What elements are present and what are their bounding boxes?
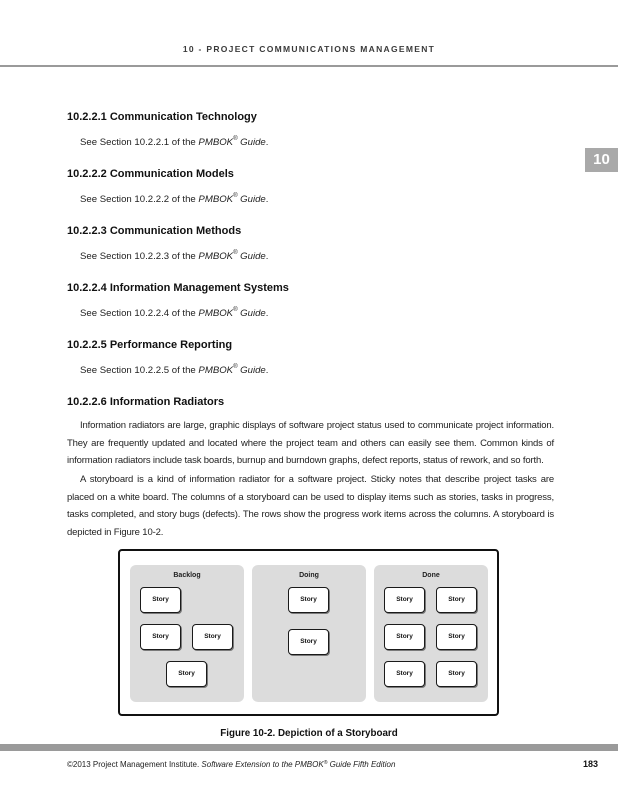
guide-name: PMBOK — [198, 308, 234, 319]
guide-title — [198, 308, 265, 319]
book-title-edition: Guide Fifth Edition — [327, 760, 396, 769]
body-paragraph — [67, 417, 554, 470]
guide-word: Guide — [237, 365, 266, 376]
registered-mark: ® — [233, 307, 238, 313]
section-heading: 10.2.2.5 Performance Reporting — [67, 339, 233, 351]
story-card: Story — [436, 624, 477, 650]
section-heading: 10.2.2.6 Information Radiators — [67, 396, 225, 408]
story-card: Story — [166, 661, 207, 687]
page-number: 183 — [582, 759, 598, 769]
footer-copyright — [67, 760, 395, 769]
guide-word: Guide — [237, 137, 266, 148]
chapter-tab: 10 — [585, 148, 618, 172]
story-card: Story — [384, 661, 425, 687]
section-reference — [80, 308, 268, 319]
section-heading: 10.2.2.3 Communication Methods — [67, 225, 242, 237]
guide-word: Guide — [237, 308, 266, 319]
registered-mark: ® — [233, 364, 238, 370]
guide-word: Guide — [237, 251, 266, 262]
figure-caption: Figure 10-2. Depiction of a Storyboard — [220, 728, 398, 739]
registered-mark: ® — [233, 193, 238, 199]
column-title: Doing — [299, 572, 319, 579]
section-reference — [80, 365, 268, 376]
done-column — [374, 565, 488, 702]
doing-column — [252, 565, 366, 702]
paragraph-text: Information radiators are large, graphic displays of software project status used to communicate project information. They are frequently updated and located where the project team and others can easily see them. Common kinds of information radiators include task boards, burnup and burndown graphs, defect reports, status of rework, and so forth. — [67, 420, 554, 467]
story-card: Story — [384, 624, 425, 650]
story-card: Story — [192, 624, 233, 650]
column-title: Done — [422, 572, 440, 579]
reference-text: See Section 10.2.2.5 of the — [80, 365, 199, 376]
guide-name: PMBOK — [198, 251, 234, 262]
section-heading: 10.2.2.1 Communication Technology — [67, 111, 257, 123]
reference-text: See Section 10.2.2.2 of the — [80, 194, 199, 205]
story-card: Story — [288, 629, 329, 655]
guide-word: Guide — [237, 194, 266, 205]
guide-name: PMBOK — [198, 137, 234, 148]
reference-end: . — [265, 194, 269, 205]
guide-title — [198, 251, 265, 262]
story-card: Story — [288, 587, 329, 613]
reference-end: . — [265, 251, 269, 262]
guide-name: PMBOK — [198, 194, 234, 205]
paragraph-text: A storyboard is a kind of information radiator for a software project. Sticky notes that describe project tasks are placed on a white board. The columns of a storyboard can be used to display items such as stories, tasks in progress, tasks completed, and story bugs (defects). The rows show the progress work items across the columns. A storyboard is depicted in Figure 10-2. — [67, 474, 554, 539]
storyboard-figure — [118, 549, 499, 716]
book-title — [201, 760, 395, 769]
section-reference — [80, 194, 268, 205]
reference-text: See Section 10.2.2.4 of the — [80, 308, 199, 319]
copyright-text: ©2013 Project Management Institute. — [67, 760, 202, 769]
reference-end: . — [265, 365, 269, 376]
column-title: Backlog — [173, 572, 201, 579]
reference-text: See Section 10.2.2.1 of the — [80, 137, 199, 148]
story-card: Story — [140, 624, 181, 650]
section-heading: 10.2.2.2 Communication Models — [67, 168, 234, 180]
story-card: Story — [436, 661, 477, 687]
body-paragraph — [67, 471, 554, 542]
running-header: 10 - PROJECT COMMUNICATIONS MANAGEMENT — [182, 44, 436, 54]
story-card: Story — [384, 587, 425, 613]
guide-name: PMBOK — [198, 365, 234, 376]
reference-text: See Section 10.2.2.3 of the — [80, 251, 199, 262]
registered-mark: ® — [323, 760, 328, 766]
section-reference — [80, 251, 268, 262]
guide-title — [198, 365, 265, 376]
guide-title — [198, 194, 265, 205]
registered-mark: ® — [233, 250, 238, 256]
reference-end: . — [265, 137, 269, 148]
section-heading: 10.2.2.4 Information Management Systems — [67, 282, 289, 294]
story-card: Story — [436, 587, 477, 613]
story-card: Story — [140, 587, 181, 613]
guide-title — [198, 137, 265, 148]
footer-rule — [0, 744, 618, 751]
reference-end: . — [265, 308, 269, 319]
registered-mark: ® — [233, 136, 238, 142]
backlog-column — [130, 565, 244, 702]
section-reference — [80, 137, 268, 148]
header-rule — [0, 65, 618, 67]
book-title-main: Software Extension to the PMBOK — [201, 760, 324, 769]
